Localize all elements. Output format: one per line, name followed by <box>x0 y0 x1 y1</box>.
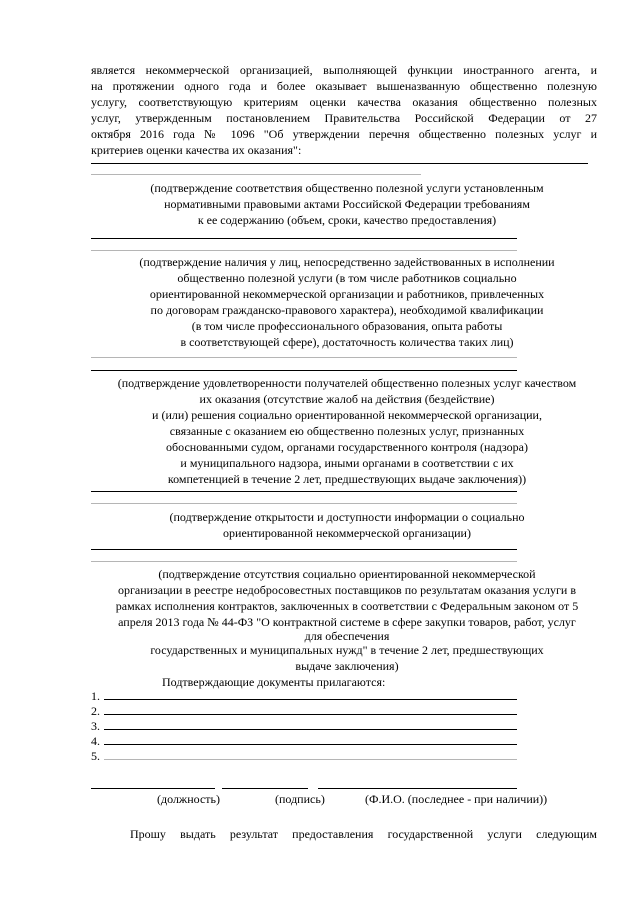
block3-caption-line: обоснованными судом, органами государственного контроля (надзора) <box>166 440 528 454</box>
fill-line <box>91 370 517 371</box>
document-number: 3. <box>91 719 100 733</box>
fill-line <box>91 561 517 562</box>
document-number: 2. <box>91 704 100 718</box>
intro-line-5: октября 2016 года № 1096 "Об утверждении перечня общественно полезных услуг и <box>91 127 597 141</box>
fill-line <box>91 238 517 239</box>
intro-line-1: является некоммерческой организацией, выполняющей функции иностранного агента, и <box>91 63 597 77</box>
block3-caption-line: и муниципального надзора, иными органами в соответствии с их <box>180 456 514 470</box>
intro-line-6: критериев оценки качества их оказания": <box>91 143 302 157</box>
document-entry-line[interactable] <box>104 714 517 715</box>
block2-caption-line: ориентированной некоммерческой организации и работников, привлеченных <box>149 287 545 301</box>
sign-caption: (подпись) <box>275 792 325 806</box>
block5-caption-line: государственных и муниципальных нужд" в течение 2 лет, предшествующих <box>150 643 544 657</box>
block5-caption-line: для обеспечения <box>304 629 390 643</box>
block3-caption-line: компетенцией в течение 2 лет, предшествующих выдаче заключения)) <box>167 472 527 486</box>
documents-heading: Подтверждающие документы прилагаются: <box>162 675 386 689</box>
closing-line: Прошу выдать результат предоставления государственной услуги следующим <box>130 827 597 841</box>
block3-caption-line: и (или) решения социально ориентированной некоммерческой организации, <box>152 408 542 422</box>
block4-caption-line: (подтверждение открытости и доступности информации о социально <box>169 510 525 524</box>
intro-line-4: услуг, утвержденным постановлением Правительства Российской Федерации от 27 <box>91 111 597 125</box>
fill-line <box>91 491 517 492</box>
sign-signature-line[interactable] <box>222 788 308 789</box>
block1-caption-line: (подтверждение соответствия общественно полезной услуги установленным <box>150 181 544 195</box>
position-caption: (должность) <box>157 792 220 806</box>
name-caption: (Ф.И.О. (последнее - при наличии)) <box>365 792 548 806</box>
document-number: 5. <box>91 749 100 763</box>
document-entry-line[interactable] <box>104 744 517 745</box>
fill-line <box>91 549 517 550</box>
block3-caption-line: связанные с оказанием ею общественно полезных услуг, признанных <box>169 424 525 438</box>
block1-caption-line: к ее содержанию (объем, сроки, качество предоставления) <box>197 213 497 227</box>
intro-line-3: услугу, соответствующую критериям оценки качества оказания общественно полезных <box>91 95 597 109</box>
fill-line <box>91 163 588 164</box>
block3-caption-line: их оказания (отсутствие жалоб на действия (бездействие) <box>199 392 495 406</box>
block2-caption-line: (подтверждение наличия у лиц, непосредственно задействованных в исполнении <box>139 255 555 269</box>
block5-caption-line: рамках исполнения контрактов, заключенных в соответствии с Федеральным законом от 5 <box>115 599 579 613</box>
fill-line <box>91 174 421 175</box>
block5-caption-line: (подтверждение отсутствия социально ориентированной некоммерческой <box>158 567 536 581</box>
block5-caption-line: выдаче заключения) <box>295 659 399 673</box>
block1-caption-line: нормативными правовыми актами Российской Федерации требованиям <box>164 197 530 211</box>
intro-line-2: на протяжении одного года и более оказывает вышеназванную общественно полезную <box>91 79 597 93</box>
block2-caption-line: (в том числе профессионального образования, опыта работы <box>191 319 503 333</box>
block2-caption-line: по договорам гражданско-правового характера), необходимой квалификации <box>150 303 544 317</box>
position-signature-line[interactable] <box>91 788 215 789</box>
fill-line <box>91 357 517 358</box>
document-entry-line[interactable] <box>104 729 517 730</box>
document-entry-line[interactable] <box>104 699 517 700</box>
block5-caption-line: организации в реестре недобросовестных поставщиков по результатам оказания услуги в <box>117 583 577 597</box>
name-signature-line[interactable] <box>318 788 517 789</box>
document-entry-line[interactable] <box>104 759 517 760</box>
block5-caption-line: апреля 2013 года № 44-ФЗ "О контрактной системе в сфере закупки товаров, работ, услуг <box>118 615 576 629</box>
document-number: 1. <box>91 689 100 703</box>
fill-line <box>91 503 517 504</box>
block3-caption-line: (подтверждение удовлетворенности получателей общественно полезных услуг качеством <box>117 376 577 390</box>
block4-caption-line: ориентированной некоммерческой организации) <box>223 526 471 540</box>
block2-caption-line: общественно полезной услуги (в том числе работников социально <box>177 271 517 285</box>
document-number: 4. <box>91 734 100 748</box>
fill-line <box>91 250 517 251</box>
block2-caption-line: в соответствующей сфере), достаточность количества таких лиц) <box>180 335 514 349</box>
